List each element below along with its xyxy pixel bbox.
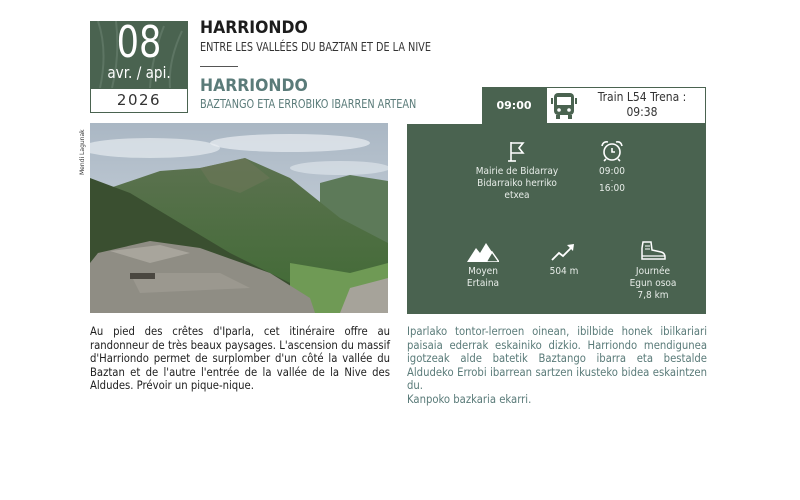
date-day: 08 [116, 21, 162, 68]
time-separator: - [611, 177, 613, 184]
elevation-gain [539, 242, 589, 278]
info-panel [407, 124, 706, 314]
start-time: 09:00 [599, 166, 625, 177]
duration-fr: Journée [635, 266, 671, 277]
photo-credit: Mendi Lagunak [79, 129, 86, 175]
description-basque [407, 325, 707, 406]
date-year: 2026 [90, 88, 188, 113]
mountains-icon [467, 242, 499, 262]
end-time: 16:00 [599, 183, 625, 194]
description-eu-note: Kanpoko bazkaria ekarri. [407, 392, 532, 406]
mountain-photo-icon [90, 123, 388, 313]
hike-times [587, 140, 637, 195]
distance: 7,8 km [637, 290, 669, 301]
hiking-boot-icon [639, 240, 667, 262]
title-basque: HARRIONDO [200, 76, 308, 96]
description-fr-text: Au pied des crêtes d'Iparla, cet itinéraire offre au randonneur de très beaux paysages. L'ascension du massif d'Harriondo permet de surplomber d'un côté la vallée du Baztan et de l'autre l'entrée de la vallée de la Nive des Aldudes. Prévoir un pique-nique. [90, 325, 390, 392]
alarm-clock-icon [599, 140, 625, 162]
duration-distance [619, 240, 687, 302]
date-month: avr. / api. [107, 63, 171, 82]
title-divider [200, 66, 238, 67]
description-french [90, 325, 390, 393]
title-french: HARRIONDO [200, 18, 308, 38]
meeting-line-2: Bidarraiko herriko [477, 178, 557, 189]
subtitle-french: ENTRE LES VALLÉES DU BAZTAN ET DE LA NIVE [200, 40, 431, 54]
transport-time: 09:38 [626, 105, 658, 119]
trend-up-icon [551, 242, 577, 262]
date-block [90, 21, 188, 113]
difficulty-eu: Ertaina [466, 278, 500, 289]
transport-line: Train L54 Trena : [597, 90, 687, 104]
flag-icon [506, 140, 528, 162]
meeting-line-1: Mairie de Bidarray [475, 166, 559, 177]
landscape-photo [90, 123, 388, 313]
subtitle-basque: BAZTANGO ETA ERROBIKO IBARREN ARTEAN [200, 97, 417, 111]
elevation-value: 504 m [549, 266, 579, 277]
bus-icon [551, 92, 577, 120]
difficulty-fr: Moyen [468, 266, 498, 277]
duration-eu: Egun osoa [629, 278, 677, 289]
transport-text [583, 90, 701, 120]
transport-info [546, 87, 706, 124]
difficulty [455, 242, 511, 290]
date-day-month [90, 21, 188, 88]
meeting-point [472, 140, 562, 202]
departure-time: 09:00 [482, 87, 546, 124]
description-eu-text: Iparlako tontor-lerroen oinean, ibilbide honek ibilkariari paisaia ederrak eskainiko dizkio. Harriondo mendigunea igotzeak alde batetik Baztango ibarra eta bestalde Aldudeko Errobi ibarrean sartzen ikusteko bidea eskaintzen du. [407, 325, 707, 392]
meeting-line-3: etxea [504, 190, 530, 201]
